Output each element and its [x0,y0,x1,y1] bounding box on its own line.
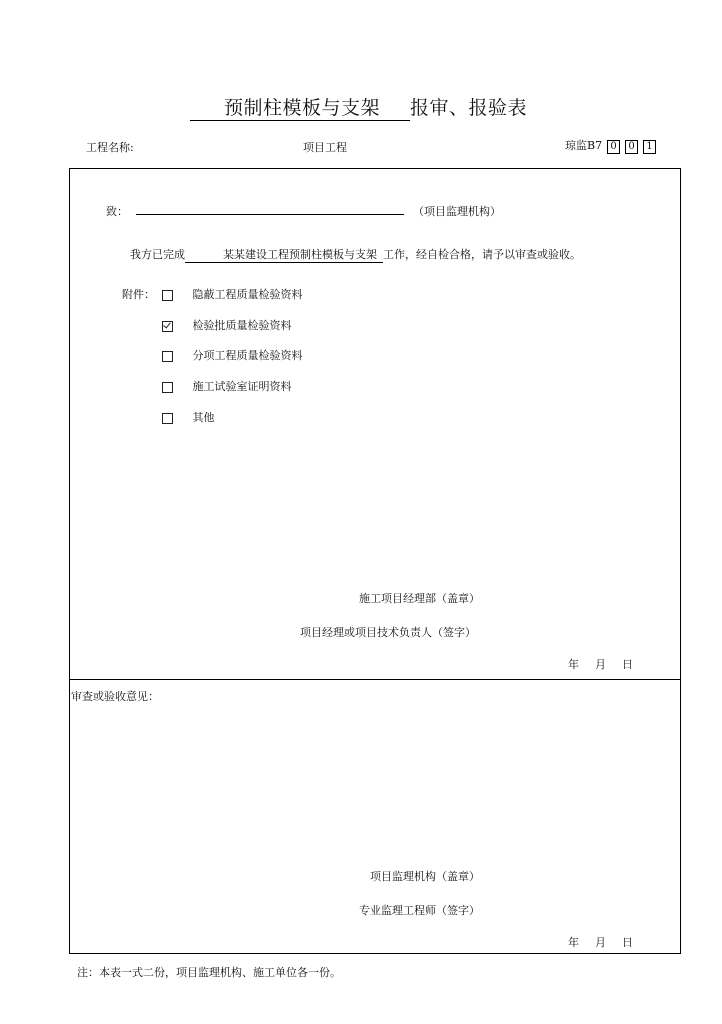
statement-prefix: 我方已完成 [130,248,185,261]
project-name-label: 工程名称: [86,141,134,154]
supervisor-sign-label: 专业监理工程师（签字） [359,904,480,917]
to-label: 致： [106,205,128,218]
attachment-checkbox[interactable] [162,382,173,393]
date-month: 月 [595,936,606,949]
date-month: 月 [595,658,606,671]
form-code-prefix: 琼监B7 [565,139,603,152]
to-suffix: （项目监理机构） [413,205,501,218]
form-title-subject: 预制柱模板与支架 [190,96,410,121]
form-code [565,137,656,154]
form-code-digit: 0 [607,140,620,154]
attachment-label: 检验批质量检验资料 [192,319,292,332]
attachment-item [162,317,292,333]
to-recipient-field[interactable] [136,202,404,215]
form-title [190,96,527,121]
date-year: 年 [568,658,579,671]
attachments-label: 附件： [122,288,155,301]
attachment-item [162,286,303,302]
statement-suffix: 工作，经自检合格，请予以审查或验收。 [383,248,581,261]
attachment-item [162,347,303,363]
attachment-checkbox[interactable] [162,413,173,424]
project-name-value: 项目工程 [303,141,347,154]
form-body [69,168,681,954]
attachment-label: 分项工程质量检验资料 [192,349,303,362]
form-title-suffix: 报审、报验表 [410,97,528,119]
supervisor-date [568,934,633,950]
contractor-date [568,656,633,672]
contractor-seal-label: 施工项目经理部（盖章） [359,592,480,605]
footer-note: 注：本表一式二份，项目监理机构、施工单位各一份。 [77,966,341,979]
attachment-item [162,378,292,394]
attachment-label: 其他 [192,411,215,424]
attachment-checkbox[interactable] [162,351,173,362]
section-divider [70,679,680,680]
form-code-digit: 0 [625,140,638,154]
statement-line [130,246,581,263]
attachment-label: 施工试验室证明资料 [192,380,292,393]
attachment-checkbox[interactable] [162,290,173,301]
opinion-label: 审查或验收意见： [71,690,159,703]
attachment-checkbox[interactable] [162,321,173,332]
date-year: 年 [568,936,579,949]
work-name: 某某建设工程预制柱模板与支架 [185,246,383,263]
contractor-sign-label: 项目经理或项目技术负责人（签字） [300,626,476,639]
to-line [106,202,501,219]
form-code-digit: 1 [643,140,656,154]
date-day: 日 [622,936,633,949]
attachment-label: 隐蔽工程质量检验资料 [192,288,303,301]
attachment-item [162,409,215,425]
supervisor-seal-label: 项目监理机构（盖章） [370,870,480,883]
date-day: 日 [622,658,633,671]
